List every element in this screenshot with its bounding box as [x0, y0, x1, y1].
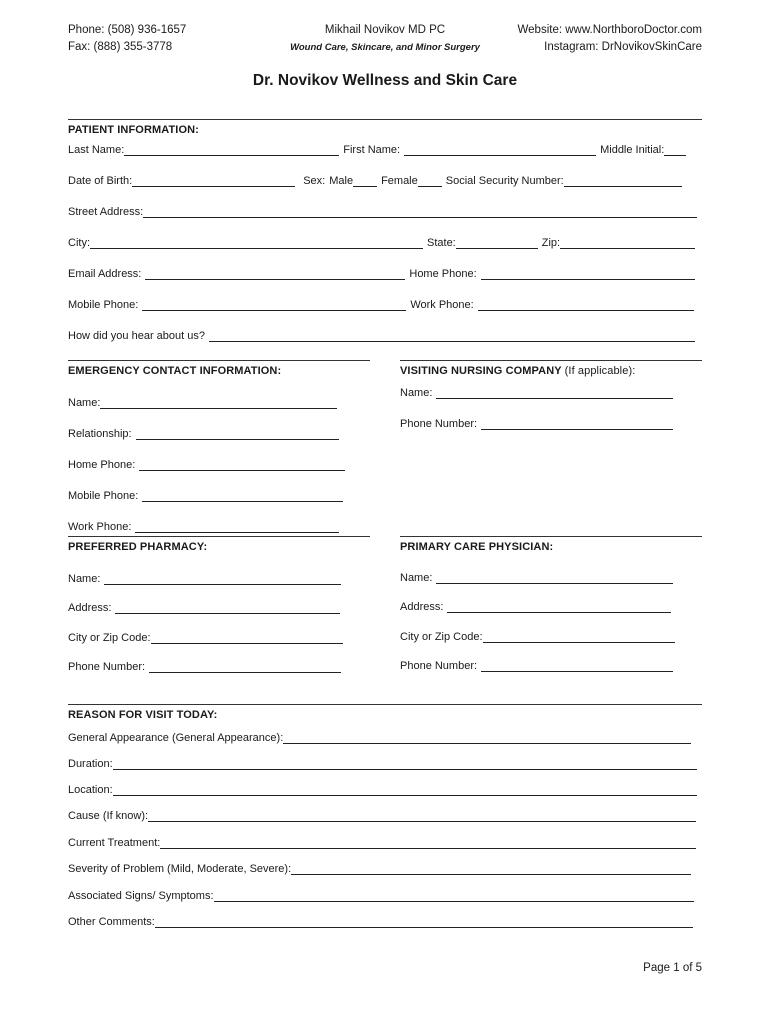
city-field[interactable]	[90, 237, 423, 249]
pcp-phone-field[interactable]	[481, 660, 673, 672]
female-label: Female	[381, 175, 418, 187]
row-mobile	[68, 297, 694, 311]
severity-label: Severity of Problem (Mild, Moderate, Severe):	[68, 863, 292, 875]
divider	[68, 536, 370, 537]
female-field[interactable]	[418, 175, 442, 187]
location-field[interactable]	[113, 784, 697, 796]
work-phone-field[interactable]	[478, 299, 694, 311]
mobile-phone-field[interactable]	[142, 299, 406, 311]
male-field[interactable]	[353, 175, 377, 187]
pharmacy-address-field[interactable]	[115, 602, 340, 614]
dob-field[interactable]	[132, 175, 295, 187]
row-ec-work	[68, 519, 339, 533]
general-appearance-label: General Appearance (General Appearance):	[68, 732, 284, 744]
dob-label: Date of Birth:	[68, 175, 133, 187]
patient-heading: PATIENT INFORMATION:	[68, 124, 199, 136]
ec-mobile-phone-label: Mobile Phone:	[68, 490, 139, 502]
sex-label: Sex:	[303, 175, 326, 187]
ec-mobile-phone-field[interactable]	[142, 490, 343, 502]
nursing-heading-text: VISITING NURSING COMPANY	[400, 365, 562, 377]
row-ph-city	[68, 630, 343, 644]
current-treatment-label: Current Treatment:	[68, 837, 161, 849]
row-email	[68, 266, 695, 280]
pcp-address-label: Address:	[400, 601, 444, 613]
street-label: Street Address:	[68, 206, 144, 218]
pcp-name-label: Name:	[400, 572, 433, 584]
page-number: Page 1 of 5	[643, 962, 702, 974]
row-pcp-city	[400, 629, 675, 643]
practice-name: Mikhail Novikov MD PC	[324, 24, 446, 36]
row-pcp-name	[400, 570, 673, 584]
home-phone-field[interactable]	[481, 268, 695, 280]
last-name-field[interactable]	[124, 144, 339, 156]
pharmacy-address-label: Address:	[68, 602, 112, 614]
location-label: Location:	[68, 784, 113, 796]
ec-work-phone-label: Work Phone:	[68, 521, 132, 533]
header-website: Website: www.NorthboroDoctor.com	[517, 24, 702, 36]
home-phone-label: Home Phone:	[409, 268, 477, 280]
current-treatment-field[interactable]	[160, 837, 696, 849]
row-ph-name	[68, 571, 341, 585]
pharmacy-city-field[interactable]	[151, 632, 343, 644]
vn-phone-label: Phone Number:	[400, 418, 478, 430]
state-field[interactable]	[456, 237, 538, 249]
ec-home-phone-field[interactable]	[139, 459, 345, 471]
mobile-phone-label: Mobile Phone:	[68, 299, 139, 311]
pcp-city-field[interactable]	[483, 631, 675, 643]
zip-field[interactable]	[560, 237, 695, 249]
pcp-city-label: City or Zip Code:	[400, 631, 483, 643]
row-current-treatment	[68, 835, 696, 849]
ec-home-phone-label: Home Phone:	[68, 459, 136, 471]
pcp-heading: PRIMARY CARE PHYSICIAN:	[400, 541, 554, 553]
other-comments-field[interactable]	[155, 916, 693, 928]
middle-initial-field[interactable]	[664, 144, 686, 156]
row-vn-phone	[400, 416, 673, 430]
associated-field[interactable]	[214, 890, 694, 902]
header-phone: Phone: (508) 936-1657	[68, 24, 187, 36]
male-label: Male	[329, 175, 354, 187]
row-street	[68, 204, 697, 218]
divider	[68, 704, 702, 705]
ec-work-phone-field[interactable]	[135, 521, 339, 533]
row-name	[68, 142, 686, 156]
row-referral	[68, 328, 695, 342]
work-phone-label: Work Phone:	[410, 299, 474, 311]
street-field[interactable]	[143, 206, 697, 218]
associated-label: Associated Signs/ Symptoms:	[68, 890, 214, 902]
row-ec-relationship	[68, 426, 339, 440]
ec-relationship-label: Relationship:	[68, 428, 132, 440]
pcp-address-field[interactable]	[447, 601, 671, 613]
pcp-name-field[interactable]	[436, 572, 673, 584]
pharmacy-city-label: City or Zip Code:	[68, 632, 151, 644]
row-ph-phone	[68, 659, 341, 673]
divider	[68, 360, 370, 361]
vn-name-label: Name:	[400, 387, 433, 399]
row-ec-home	[68, 457, 345, 471]
reason-heading: REASON FOR VISIT TODAY:	[68, 709, 218, 721]
row-associated	[68, 888, 694, 902]
pharmacy-phone-label: Phone Number:	[68, 661, 146, 673]
ssn-field[interactable]	[564, 175, 682, 187]
row-ph-address	[68, 600, 340, 614]
city-label: City:	[68, 237, 90, 249]
cause-field[interactable]	[148, 810, 696, 822]
divider	[400, 360, 702, 361]
email-field[interactable]	[145, 268, 405, 280]
middle-initial-label: Middle Initial:	[600, 144, 665, 156]
divider	[68, 119, 702, 120]
pcp-phone-label: Phone Number:	[400, 660, 478, 672]
ec-name-label: Name:	[68, 397, 101, 409]
ssn-label: Social Security Number:	[445, 175, 564, 187]
duration-label: Duration:	[68, 758, 113, 770]
header-instagram: Instagram: DrNovikovSkinCare	[544, 41, 702, 53]
row-severity	[68, 861, 691, 875]
zip-label: Zip:	[541, 237, 561, 249]
row-ec-name	[68, 395, 337, 409]
email-label: Email Address:	[68, 268, 142, 280]
first-name-field[interactable]	[404, 144, 596, 156]
vn-name-field[interactable]	[436, 387, 673, 399]
state-label: State:	[427, 237, 456, 249]
row-dob	[68, 173, 682, 187]
page-title: Dr. Novikov Wellness and Skin Care	[252, 72, 518, 89]
row-pcp-phone	[400, 658, 673, 672]
other-comments-label: Other Comments:	[68, 916, 155, 928]
header-fax: Fax: (888) 355-3778	[68, 41, 173, 53]
duration-field[interactable]	[113, 758, 697, 770]
cause-label: Cause (If know):	[68, 810, 149, 822]
ec-name-field[interactable]	[100, 397, 337, 409]
referral-label: How did you hear about us?	[68, 330, 205, 342]
nursing-heading	[400, 365, 635, 377]
nursing-heading-note: (If applicable):	[564, 365, 636, 377]
severity-field[interactable]	[291, 863, 691, 875]
last-name-label: Last Name:	[68, 144, 125, 156]
row-duration	[68, 756, 697, 770]
pharmacy-heading: PREFERRED PHARMACY:	[68, 541, 208, 553]
row-general-appearance	[68, 730, 691, 744]
row-other	[68, 914, 693, 928]
row-ec-mobile	[68, 488, 343, 502]
pharmacy-phone-field[interactable]	[149, 661, 341, 673]
row-location	[68, 782, 697, 796]
referral-field[interactable]	[209, 330, 695, 342]
row-cause	[68, 808, 696, 822]
general-appearance-field[interactable]	[283, 732, 691, 744]
emergency-heading: EMERGENCY CONTACT INFORMATION:	[68, 365, 282, 377]
vn-phone-field[interactable]	[481, 418, 673, 430]
ec-relationship-field[interactable]	[136, 428, 339, 440]
divider	[400, 536, 702, 537]
first-name-label: First Name:	[343, 144, 401, 156]
pharmacy-name-label: Name:	[68, 573, 101, 585]
row-vn-name	[400, 385, 673, 399]
row-pcp-address	[400, 599, 671, 613]
practice-tagline: Wound Care, Skincare, and Minor Surgery	[290, 42, 480, 53]
pharmacy-name-field[interactable]	[104, 573, 341, 585]
row-city	[68, 235, 695, 249]
